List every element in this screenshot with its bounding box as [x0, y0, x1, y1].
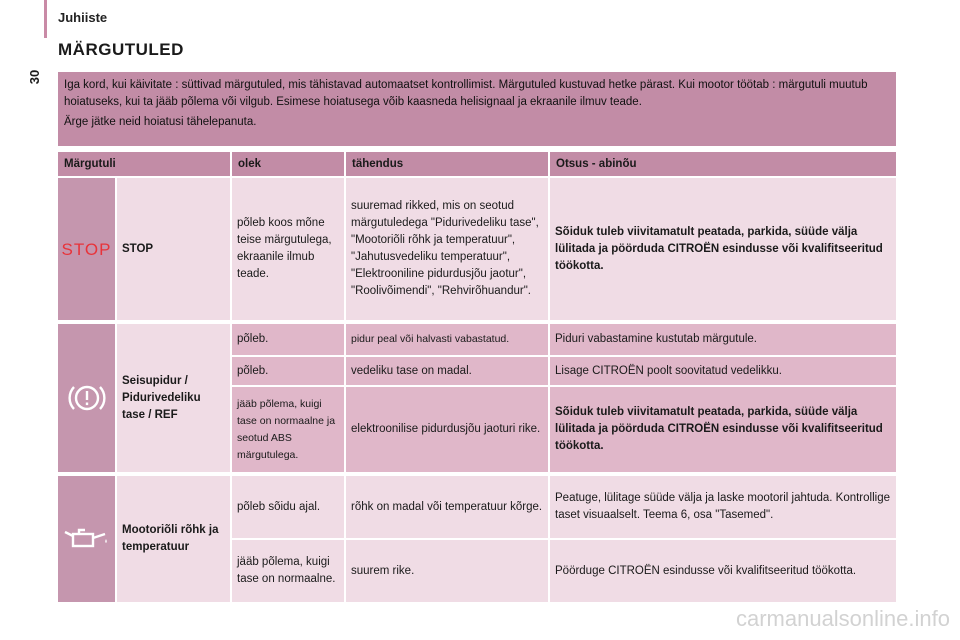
- action-cell: Sõiduk tuleb viivitamatult peatada, parkida, süüde välja lülitada ja pöörduda CITROËN esindusse või kvalifitseeritud töökotta.: [550, 178, 896, 320]
- action-cell: Lisage CITROËN poolt soovitatud vedelikku.: [550, 357, 896, 385]
- intro-paragraph: Iga kord, kui käivitate : süttivad märgutuled, mis tähistavad automaatset kontrollimist. Märgutuled kustuvad hetke pärast. Kui mootor töötab : märgutuli muutub hoiatuseks, kui ta jääb põlema või vilgub. Esimese hoiatusega võib kaasneda helisignaal ja ekraanile ilmuv teade.: [64, 79, 868, 108]
- section-marker-bar: [44, 0, 47, 38]
- column-header-indicator: Märgutuli: [58, 152, 230, 176]
- brake-warning-icon: [58, 324, 115, 472]
- state-cell: jääb põlema, kuigi tase on normaalne.: [232, 540, 344, 602]
- state-cell: põleb koos mõne teise märgutulega, ekraanile ilmub teade.: [232, 178, 344, 320]
- state-cell: jääb põlema, kuigi tase on normaalne ja seotud ABS märgutulega.: [232, 387, 344, 472]
- oil-can-icon-graphic: [63, 526, 111, 552]
- indicator-name: Seisupidur / Pidurivedeliku tase / REF: [117, 324, 230, 472]
- brake-warning-icon-graphic: [66, 381, 108, 415]
- meaning-cell: vedeliku tase on madal.: [346, 357, 548, 385]
- state-cell: põleb sõidu ajal.: [232, 476, 344, 538]
- state-cell: põleb.: [232, 324, 344, 355]
- column-header-action: Otsus - abinõu: [550, 152, 896, 176]
- action-cell: Sõiduk tuleb viivitamatult peatada, parkida, süüde välja lülitada ja pöörduda CITROËN esindusse või kvalifitseeritud töökotta.: [550, 387, 896, 472]
- stop-icon: STOP: [58, 178, 115, 320]
- meaning-cell: suuremad rikked, mis on seotud märgutuledega "Pidurivedeliku tase", "Mootoriõli rõhk ja temperatuur", "Jahutusvedeliku temperatuur", "Elektrooniline pidurdusjõu jaotur", "Roolivõimendi", "Rehvirõhuandur".: [346, 178, 548, 320]
- meaning-cell: elektroonilise pidurdusjõu jaoturi rike.: [346, 387, 548, 472]
- indicator-name: Mootoriõli rõhk ja temperatuur: [117, 476, 230, 602]
- intro-box: [58, 72, 896, 146]
- intro-warning: Ärge jätke neid hoiatusi tähelepanuta.: [64, 116, 257, 128]
- column-header-state: olek: [232, 152, 344, 176]
- indicator-name: STOP: [117, 178, 230, 320]
- state-cell: põleb.: [232, 357, 344, 385]
- section-label: Juhiiste: [58, 10, 108, 25]
- action-cell: Pöörduge CITROËN esindusse või kvalifitseeritud töökotta.: [550, 540, 896, 602]
- watermark: carmanualsonline.info: [735, 606, 950, 631]
- page-title: MÄRGUTULED: [58, 40, 184, 59]
- page-number: 30: [27, 69, 42, 85]
- meaning-cell: pidur peal või halvasti vabastatud.: [346, 324, 548, 355]
- action-cell: Piduri vabastamine kustutab märgutule.: [550, 324, 896, 355]
- meaning-cell: rõhk on madal või temperatuur kõrge.: [346, 476, 548, 538]
- action-cell: Peatuge, lülitage süüde välja ja laske mootoril jahtuda. Kontrollige taset visuaalselt. Teema 6, osa "Tasemed".: [550, 476, 896, 538]
- oil-can-icon: [58, 476, 115, 602]
- meaning-cell: suurem rike.: [346, 540, 548, 602]
- column-header-meaning: tähendus: [346, 152, 548, 176]
